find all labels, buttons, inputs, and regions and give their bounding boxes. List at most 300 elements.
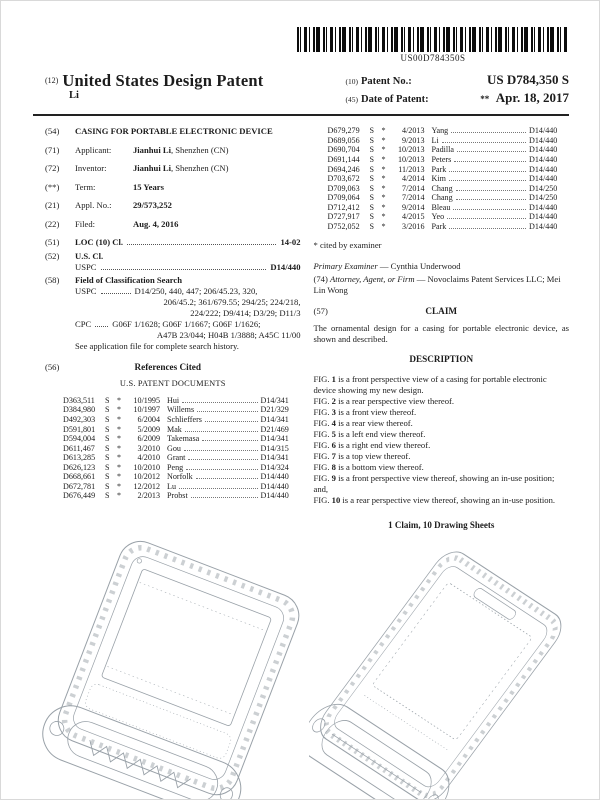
reference-cell: * [381, 135, 386, 145]
dot-leader [179, 488, 258, 489]
reference-class: D14/341 [260, 395, 289, 405]
patent-date-label: Date of Patent: [361, 94, 429, 106]
us-class-wrap [75, 251, 301, 273]
filed-row [45, 219, 301, 230]
reference-cell: 6/2009 [137, 434, 160, 444]
reference-cell: S [105, 424, 110, 434]
attorney-name: — Novoclaims Patent Services LLC; Mei Lin Wong [313, 274, 561, 296]
reference-class: D14/440 [529, 154, 558, 164]
reference-row [63, 396, 301, 406]
reference-class: D14/341 [260, 453, 289, 463]
field-number: (58) [45, 275, 60, 286]
figure-prefix: FIG. [313, 417, 332, 428]
reference-cell: Chang [431, 193, 453, 203]
reference-cell: 10/2013 [397, 154, 425, 164]
cited-by-examiner-note: * cited by examiner [313, 240, 382, 251]
barcode-number: US00D784350S [400, 53, 466, 63]
reference-cell: * [381, 221, 386, 231]
figure-description-line [314, 495, 570, 506]
reference-cell: Li [431, 135, 439, 145]
reference-cell: S [105, 472, 110, 482]
document-title: United States Design Patent [62, 71, 264, 90]
reference-cell: 10/1997 [133, 405, 160, 415]
dot-leader [457, 151, 526, 152]
us-class-label: U.S. Cl. [75, 251, 104, 262]
reference-cell: 4/2015 [402, 212, 425, 222]
dot-leader [101, 269, 267, 270]
reference-class: D14/440 [260, 472, 289, 482]
reference-row [63, 434, 301, 444]
figure-number: 1 [331, 373, 336, 384]
reference-cell: * [381, 154, 386, 164]
filed-label: Filed: [75, 218, 96, 229]
reference-class: D14/341 [260, 434, 289, 444]
reference-cell: Peters [431, 154, 452, 164]
reference-cell: D694,246 [327, 164, 360, 174]
reference-cell: S [369, 174, 375, 184]
reference-cell: Norfolk [167, 472, 193, 482]
dot-leader [449, 180, 526, 181]
reference-cell: Hui [167, 395, 180, 405]
figure-prefix: FIG. [313, 494, 332, 505]
reference-cell: S [369, 183, 375, 193]
field-uspc-text2: 206/45.2; 361/679.55; 294/25; 224/218, [163, 297, 301, 308]
dot-leader [456, 190, 526, 191]
term-value-wrap [75, 182, 301, 193]
reference-row [328, 212, 570, 222]
inventor-name: Jianhui Li [133, 163, 171, 174]
reference-cell: * [381, 202, 386, 212]
reference-cell: * [381, 174, 386, 184]
dot-leader [453, 209, 526, 210]
reference-cell: D613,285 [63, 453, 96, 463]
claim-sheet-count-note: 1 Claim, 10 Drawing Sheets [388, 519, 495, 530]
document-header [1, 63, 599, 107]
reference-class: D21/329 [260, 405, 289, 415]
figure-number: 8 [331, 461, 336, 472]
reference-cell: * [381, 164, 386, 174]
figure-text: is a top view thereof. [335, 450, 411, 461]
reference-cell: S [369, 202, 375, 212]
us-class-row [45, 251, 301, 273]
reference-cell: D679,279 [327, 126, 360, 136]
field-cpc-label: CPC [75, 319, 92, 330]
reference-cell: * [381, 212, 386, 222]
reference-class: D14/440 [529, 174, 558, 184]
loc-class-label: LOC (10) Cl. [75, 237, 123, 248]
header-left [45, 71, 263, 102]
figure-text: is a front perspective view thereof, showing an in-use position; and, [313, 472, 555, 494]
figure-description-line [314, 407, 570, 418]
figure-text: is a front view thereof. [335, 406, 417, 417]
field-number: (21) [45, 200, 60, 211]
reference-cell: 12/2012 [133, 481, 160, 491]
reference-row [63, 472, 301, 482]
barcode-bars-icon [297, 27, 569, 52]
primary-examiner-line [314, 261, 570, 272]
figure-number: 4 [331, 417, 336, 428]
term-label: Term: [75, 181, 96, 192]
figure-description-line [314, 396, 570, 407]
reference-cell: S [105, 405, 110, 415]
dot-leader [205, 421, 258, 422]
field-uspc-text1: D14/250, 440, 447; 206/45.23, 320, [134, 286, 258, 297]
field-number: (71) [45, 144, 60, 155]
reference-cell: * [116, 462, 122, 472]
reference-cell: Schlieffers [167, 414, 202, 424]
figure-number: 9 [331, 472, 336, 483]
figure-text: is a rear perspective view thereof. [335, 395, 455, 406]
reference-class: D14/440 [529, 135, 558, 145]
dot-leader [182, 402, 257, 403]
loc-class-row [45, 237, 301, 248]
reference-cell: * [116, 405, 122, 415]
dot-leader [186, 469, 257, 470]
applicant-row [45, 145, 301, 156]
figure-prefix: FIG. [313, 461, 332, 472]
reference-row [328, 126, 570, 136]
reference-cell: Park [431, 221, 447, 231]
dot-leader [442, 142, 526, 143]
right-column [314, 126, 570, 531]
figure-prefix: FIG. [313, 428, 332, 439]
reference-cell: 10/2010 [133, 462, 160, 472]
reference-cell: 4/2010 [137, 453, 160, 463]
reference-cell: D594,004 [63, 434, 96, 444]
reference-cell: * [116, 472, 122, 482]
reference-cell: * [116, 424, 122, 434]
field-number: (54) [45, 126, 60, 137]
reference-class: D14/440 [529, 202, 558, 212]
reference-cell: Grant [167, 453, 186, 463]
reference-cell: 3/2010 [137, 443, 160, 453]
dot-leader [188, 459, 257, 460]
uspc-value: D14/440 [270, 262, 301, 273]
reference-cell: 9/2013 [402, 135, 425, 145]
figure-text: is a left end view thereof. [335, 428, 426, 439]
figure-prefix: FIG. [313, 395, 332, 406]
reference-class: D14/250 [529, 193, 558, 203]
patent-date: Apr. 18, 2017 [495, 90, 569, 106]
reference-cell: Probst [167, 491, 188, 501]
references-table-right [328, 126, 570, 231]
reference-cell: Willems [167, 405, 195, 415]
reference-cell: Yang [431, 126, 449, 136]
reference-cell: 11/2013 [398, 164, 425, 174]
loc-class-wrap [75, 237, 301, 248]
reference-row [63, 444, 301, 454]
field-uspc-label: USPC [75, 286, 97, 297]
reference-row [63, 463, 301, 473]
primary-examiner-label: Primary Examiner [313, 261, 378, 272]
reference-cell: D611,467 [63, 443, 95, 453]
field-of-search-row [45, 275, 301, 352]
reference-class: D21/469 [260, 424, 289, 434]
figure-prefix: FIG. [313, 472, 332, 483]
figure-description-line [314, 374, 570, 396]
primary-examiner-name: — Cynthia Underwood [379, 261, 461, 272]
reference-class: D14/324 [260, 462, 289, 472]
reference-row [328, 155, 570, 165]
dot-leader [447, 218, 526, 219]
reference-class: D14/440 [529, 126, 558, 136]
field-number: (56) [45, 362, 60, 373]
references-table-left [63, 396, 301, 501]
loc-class-value: 14-02 [280, 237, 301, 248]
figure-text: is a front perspective view of a casing for portable electronic device showing my new design. [313, 373, 547, 395]
reference-cell: 5/2009 [137, 424, 160, 434]
reference-cell: D752,052 [327, 221, 360, 231]
reference-cell: 7/2014 [402, 193, 425, 203]
references-cited-heading: References Cited [134, 362, 201, 373]
reference-cell: D363,511 [63, 395, 95, 405]
reference-cell: S [105, 481, 110, 491]
reference-cell: 9/2014 [402, 202, 425, 212]
reference-cell: D703,672 [327, 174, 360, 184]
rear-perspective-drawing [309, 533, 581, 800]
dot-leader [197, 411, 257, 412]
figure-number: 10 [331, 494, 341, 505]
field-number: (**) [45, 181, 60, 192]
reference-cell: 7/2014 [402, 183, 425, 193]
term-extension-stars: ** [480, 94, 490, 105]
reference-cell: Mak [167, 424, 182, 434]
reference-cell: Yeo [431, 212, 445, 222]
reference-class: D14/440 [529, 145, 558, 155]
figure-text: is a rear perspective view thereof, showing an in-use position. [340, 494, 556, 505]
reference-cell: 3/2016 [402, 221, 425, 231]
dot-leader [451, 132, 526, 133]
patent-number-label: Patent No.: [361, 76, 412, 87]
reference-row [63, 491, 301, 501]
reference-cell: * [116, 434, 122, 444]
front-perspective-drawing [31, 533, 307, 800]
kind-code-number: (12) [45, 76, 59, 85]
reference-row [63, 453, 301, 463]
reference-cell: S [369, 145, 375, 155]
application-number-wrap [75, 200, 301, 211]
reference-cell: S [105, 434, 110, 444]
dot-leader [456, 199, 526, 200]
reference-row [328, 203, 570, 213]
reference-cell: D709,063 [327, 183, 360, 193]
drawing-sheet [1, 533, 599, 800]
figure-number: 7 [331, 450, 336, 461]
field-of-search-wrap [75, 275, 301, 352]
field-number: (45) [345, 95, 358, 105]
reference-row [328, 136, 570, 146]
reference-cell: S [105, 462, 110, 472]
reference-class: D14/440 [529, 221, 558, 231]
figure-description-line [314, 418, 570, 429]
reference-class: D14/250 [529, 183, 558, 193]
figure-description-line [314, 473, 570, 495]
field-number: (57) [313, 306, 328, 317]
figure-description-line [314, 440, 570, 451]
reference-cell: Lu [167, 481, 176, 491]
reference-cell: Chang [431, 183, 453, 193]
reference-cell: * [381, 145, 386, 155]
left-column [45, 126, 301, 531]
applicant-name: Jianhui Li [133, 144, 171, 155]
reference-cell: D672,781 [63, 481, 96, 491]
reference-cell: D709,064 [327, 193, 360, 203]
field-number: (22) [45, 218, 60, 229]
reference-cell: 2/2013 [137, 491, 160, 501]
inventor-surname: Li [69, 90, 79, 101]
top-strip [1, 1, 599, 63]
reference-cell: Gou [167, 443, 181, 453]
reference-cell: * [116, 443, 122, 453]
inventor-value [75, 163, 301, 174]
reference-cell: * [116, 395, 122, 405]
claim-text: The ornamental design for a casing for portable electronic device, as shown and described. [313, 323, 569, 345]
field-cpc-text2: A47B 23/044; H04B 1/3888; A45C 11/00 [156, 330, 301, 341]
figure-number: 3 [331, 406, 336, 417]
patent-number-value: US D784,350 S [487, 72, 569, 87]
figure-number: 5 [331, 428, 336, 439]
reference-cell: * [381, 193, 386, 203]
figure-number: 2 [331, 395, 336, 406]
reference-cell: * [116, 453, 122, 463]
term-value: 15 Years [133, 181, 164, 192]
search-history-note: See application file for complete search history. [75, 341, 239, 352]
attorney-label: Attorney, Agent, or Firm [329, 274, 415, 285]
reference-cell: D691,144 [327, 154, 360, 164]
reference-cell: S [105, 414, 110, 424]
document-type-line [45, 71, 263, 91]
inventor-location: , Shenzhen (CN) [170, 163, 229, 174]
dot-leader [196, 478, 258, 479]
reference-cell: 10/2012 [133, 472, 160, 482]
figure-number: 6 [331, 439, 336, 450]
figure-text: is a right end view thereof. [335, 439, 431, 450]
reference-cell: S [105, 395, 110, 405]
field-number: (74) [313, 274, 328, 285]
bibliographic-columns [1, 116, 599, 531]
dot-leader [184, 450, 258, 451]
reference-cell: S [105, 491, 110, 501]
reference-cell: S [369, 164, 375, 174]
reference-cell: Bleau [431, 202, 451, 212]
field-uspc-line1 [75, 286, 301, 297]
reference-cell: S [369, 212, 375, 222]
field-cpc-line1 [75, 319, 301, 330]
figure-prefix: FIG. [313, 373, 332, 384]
uspc-line [75, 262, 301, 273]
field-number: (52) [45, 251, 60, 262]
reference-cell: * [116, 414, 122, 424]
reference-cell: Peng [167, 462, 184, 472]
reference-cell: S [369, 221, 375, 231]
reference-cell: 10/1995 [133, 395, 160, 405]
reference-row [328, 222, 570, 232]
figure-prefix: FIG. [313, 439, 332, 450]
field-number: (51) [45, 237, 60, 248]
dot-leader [454, 161, 526, 162]
references-cited-heading-row [45, 362, 301, 374]
reference-row [328, 174, 570, 184]
figure-prefix: FIG. [313, 406, 332, 417]
reference-row [328, 193, 570, 203]
term-row [45, 182, 301, 193]
dot-leader [95, 319, 108, 327]
reference-class: D14/315 [260, 443, 289, 453]
reference-cell: 6/2004 [137, 414, 160, 424]
figure-text: is a rear view thereof. [335, 417, 413, 428]
reference-cell: Kim [431, 174, 446, 184]
figure-description-list [314, 374, 570, 506]
field-number: (10) [345, 77, 358, 86]
reference-row [328, 184, 570, 194]
applicant-value [75, 145, 301, 156]
reference-cell: D690,704 [327, 145, 360, 155]
reference-row [328, 165, 570, 175]
application-number-value: 29/573,252 [133, 200, 172, 211]
dot-leader [127, 244, 276, 245]
inventor-label: Inventor: [75, 163, 107, 174]
reference-cell: D626,123 [63, 462, 96, 472]
header-right [339, 71, 569, 107]
us-patent-documents-heading: U.S. PATENT DOCUMENTS [119, 379, 226, 389]
application-number-row [45, 200, 301, 211]
patent-number-line [339, 71, 569, 89]
reference-class: D14/341 [260, 414, 289, 424]
applicant-location: , Shenzhen (CN) [170, 144, 229, 155]
reference-cell: S [369, 193, 375, 203]
reference-row [328, 145, 570, 155]
dot-leader [449, 171, 526, 172]
dot-leader [191, 497, 258, 498]
patent-date-line [339, 89, 569, 107]
reference-cell: D384,980 [63, 405, 96, 415]
attorney-line [314, 274, 570, 296]
invention-title: CASING FOR PORTABLE ELECTRONIC DEVICE [75, 126, 273, 137]
reference-cell: D676,449 [63, 491, 96, 501]
reference-row [63, 415, 301, 425]
field-uspc-text3: 224/222; D9/414; D3/29; D11/3 [190, 308, 301, 319]
reference-row [63, 425, 301, 435]
reference-cell: D668,661 [63, 472, 96, 482]
dot-leader [185, 431, 258, 432]
reference-cell: * [381, 183, 386, 193]
dot-leader [202, 440, 257, 441]
claim-heading: CLAIM [425, 306, 458, 317]
reference-cell: S [369, 154, 375, 164]
reference-row [63, 405, 301, 415]
figure-text: is a bottom view thereof. [335, 461, 424, 472]
figure-description-line [314, 462, 570, 473]
reference-cell: Park [431, 164, 447, 174]
reference-cell: * [116, 481, 122, 491]
reference-cell: * [381, 126, 386, 136]
reference-cell: 4/2014 [402, 174, 425, 184]
reference-cell: 10/2013 [397, 145, 425, 155]
application-number-label: Appl. No.: [75, 200, 112, 211]
reference-cell: * [116, 491, 122, 501]
figure-description-line [314, 451, 570, 462]
field-number: (72) [45, 163, 60, 174]
reference-cell: S [105, 453, 110, 463]
reference-cell: S [369, 135, 375, 145]
reference-row [63, 482, 301, 492]
filed-wrap [75, 219, 301, 230]
reference-cell: S [369, 126, 375, 136]
reference-class: D14/440 [260, 491, 289, 501]
field-cpc-text1: G06F 1/1628; G06F 1/1667; G06F 1/1626; [112, 319, 261, 330]
reference-class: D14/440 [529, 212, 558, 222]
inventor-row [45, 163, 301, 174]
